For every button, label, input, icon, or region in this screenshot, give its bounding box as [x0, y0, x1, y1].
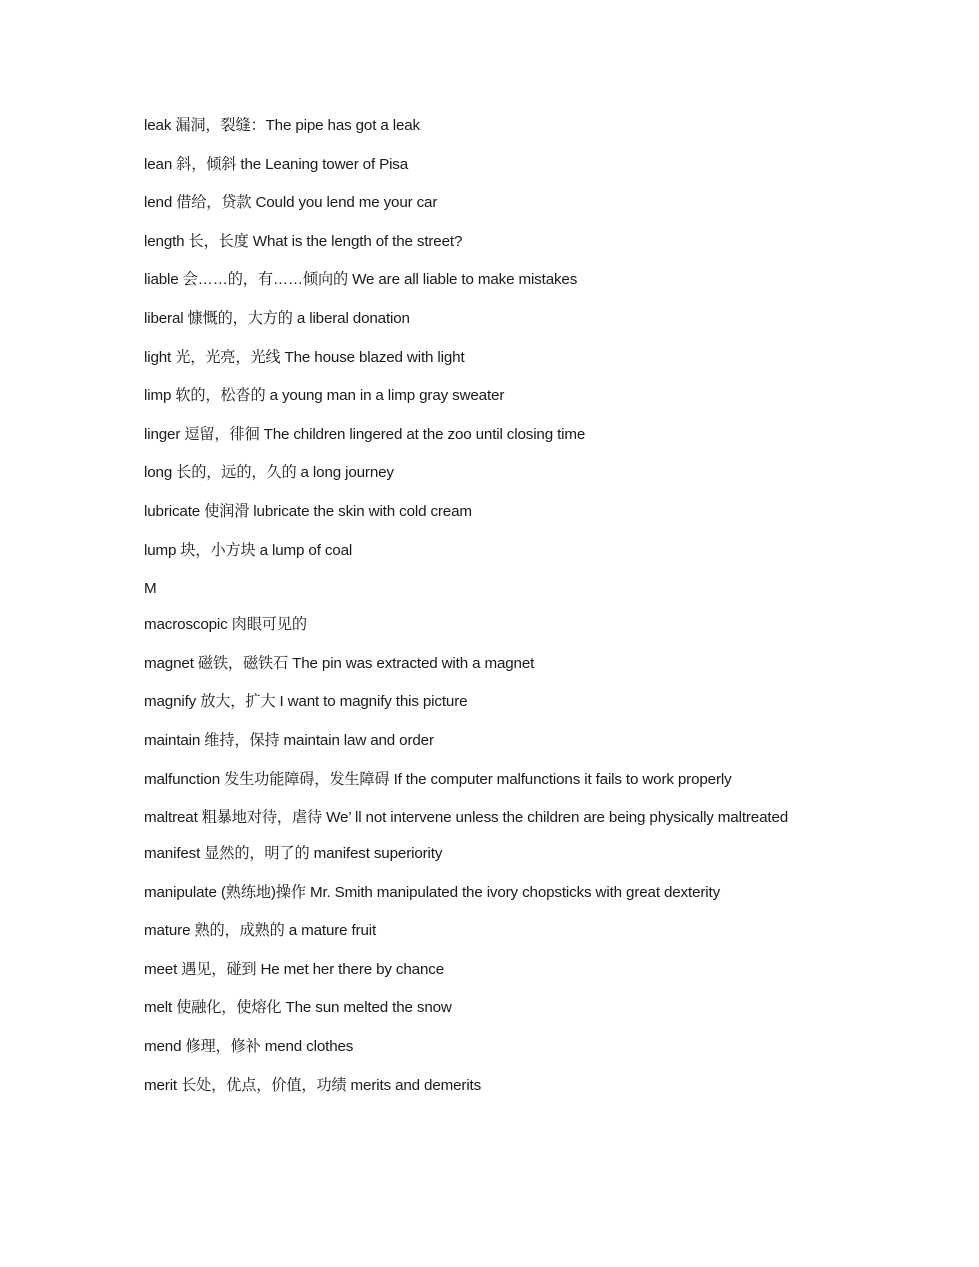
vocab-entry-macroscopic: macroscopic 肉眼可见的	[144, 616, 307, 634]
vocab-entry-light: light 光，光亮，光线 The house blazed with light	[144, 348, 465, 366]
vocab-entry-mend: mend 修理，修补 mend clothes	[144, 1038, 354, 1056]
section-letter-heading: M	[144, 580, 157, 598]
vocab-entry-liable: liable 会……的，有……倾向的 We are all liable to make mistakes	[144, 271, 578, 289]
vocab-entry-maltreat: maltreat 粗暴地对待，虐待 We’ ll not intervene unless the children are being physically maltreated	[144, 809, 789, 827]
vocab-entry-lend: lend 借给，贷款 Could you lend me your car	[144, 194, 438, 212]
vocab-entry-leak: leak 漏洞，裂缝：The pipe has got a leak	[144, 117, 420, 134]
vocab-entry-maintain: maintain 维持，保持 maintain law and order	[144, 731, 434, 749]
vocab-entry-long: long 长的，远的，久的 a long journey	[144, 464, 394, 482]
vocab-entry-lubricate: lubricate 使润滑 lubricate the skin with cold cream	[144, 502, 472, 520]
vocab-entry-manipulate: manipulate (熟练地)操作 Mr. Smith manipulated the ivory chopsticks with great dexterity	[144, 883, 721, 901]
vocab-entry-mature: mature 熟的，成熟的 a mature fruit	[144, 922, 377, 940]
vocab-entry-lean: lean 斜，倾斜 the Leaning tower of Pisa	[144, 155, 409, 173]
vocab-entry-malfunction: malfunction 发生功能障碍，发生障碍 If the computer malfunctions it fails to work properly	[144, 770, 732, 788]
vocab-entry-linger: linger 逗留，徘徊 The children lingered at the zoo until closing time	[144, 425, 586, 443]
vocabulary-list	[144, 113, 834, 1111]
vocab-entry-manifest: manifest 显然的，明了的 manifest superiority	[144, 845, 443, 863]
vocab-entry-meet: meet 遇见，碰到 He met her there by chance	[144, 960, 445, 978]
vocab-entry-melt: melt 使融化，使熔化 The sun melted the snow	[144, 999, 452, 1017]
vocab-entry-lump: lump 块，小方块 a lump of coal	[144, 541, 353, 559]
vocab-entry-magnify: magnify 放大，扩大 I want to magnify this picture	[144, 693, 468, 711]
vocab-entry-length: length 长，长度 What is the length of the street?	[144, 232, 463, 250]
vocab-entry-limp: limp 软的，松沓的 a young man in a limp gray sweater	[144, 387, 505, 405]
vocab-entry-merit: merit 长处，优点，价值，功绩 merits and demerits	[144, 1076, 482, 1094]
vocab-entry-magnet: magnet 磁铁，磁铁石 The pin was extracted with a magnet	[144, 654, 535, 672]
vocab-entry-liberal: liberal 慷慨的，大方的 a liberal donation	[144, 309, 410, 327]
